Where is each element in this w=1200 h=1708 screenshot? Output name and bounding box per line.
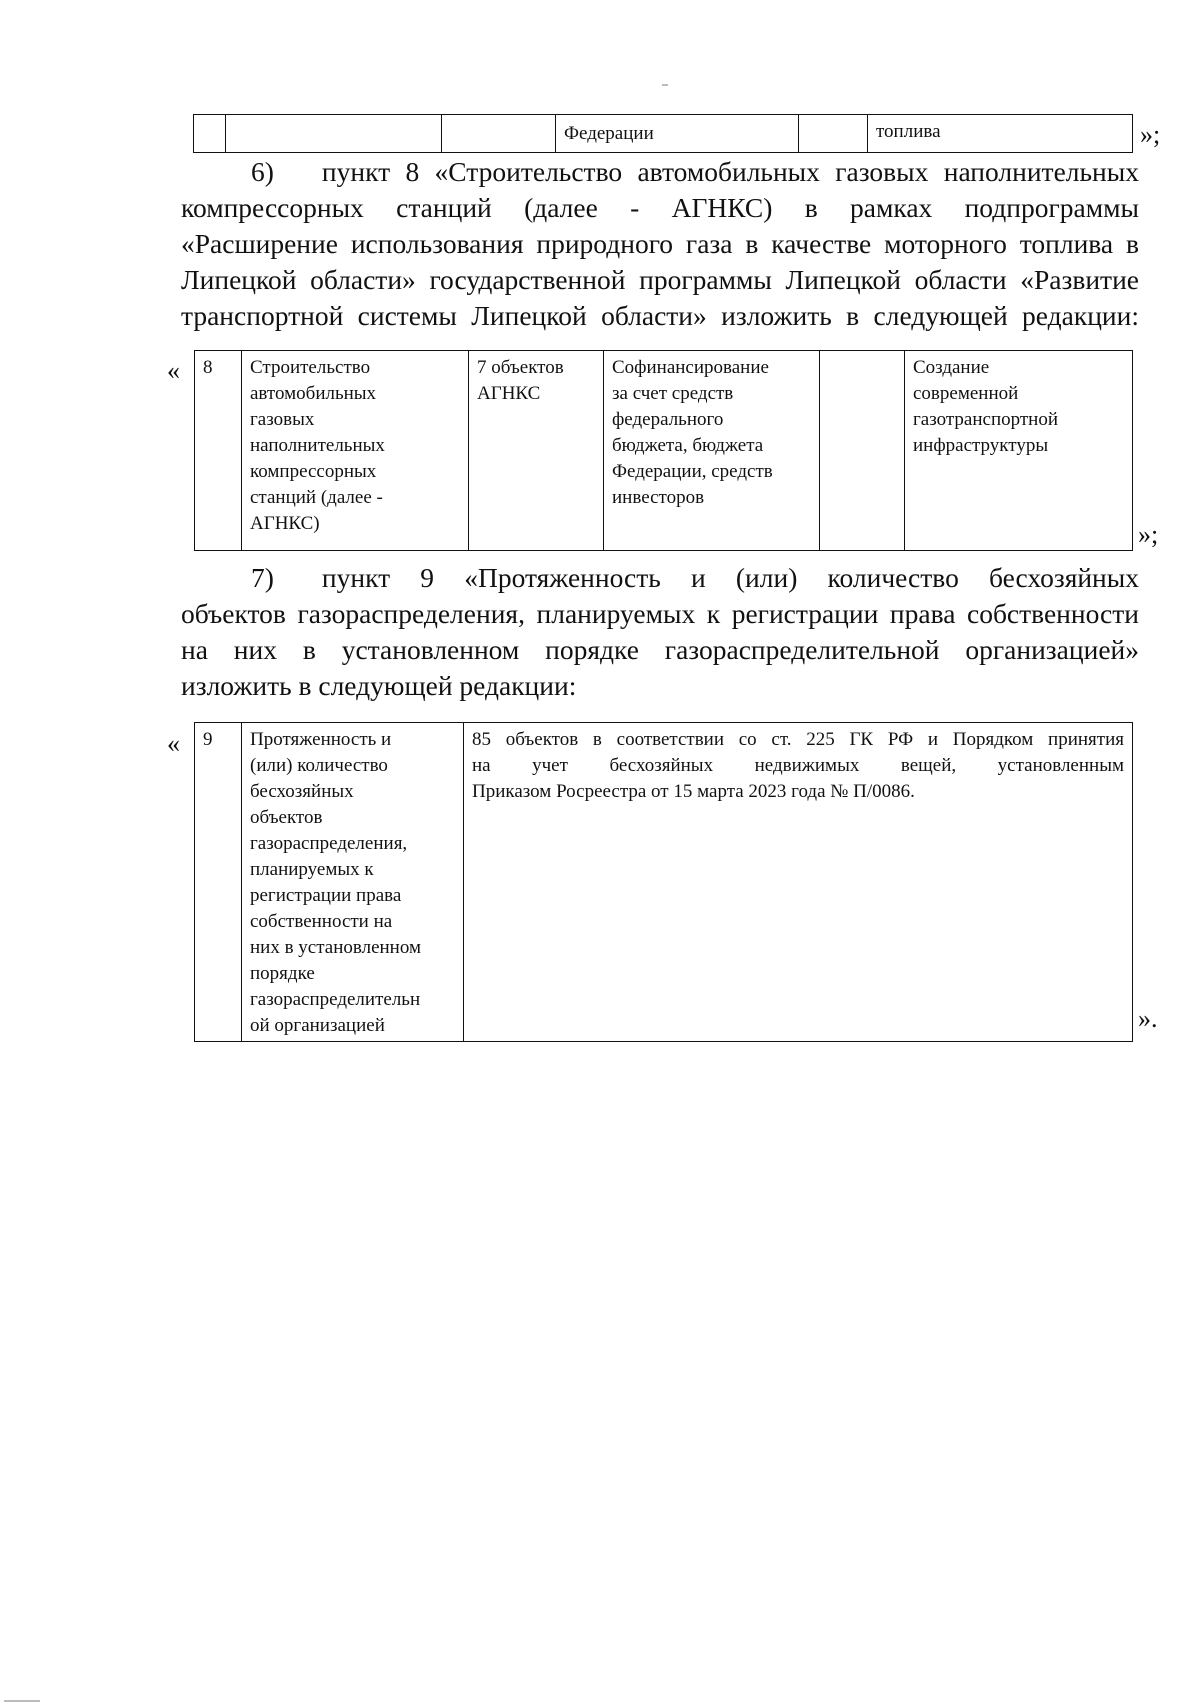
top-cell-fuel: топлива — [868, 115, 1133, 153]
item-7-line-1: 7) пункт 9 «Протяженность и (или) количество бесхозяйных — [181, 560, 1139, 596]
item-7-line-2: объектов газораспределения, планируемых к регистрации права собственности — [181, 598, 1139, 629]
top-cell-2 — [226, 115, 442, 153]
table-9 — [194, 722, 1133, 1042]
top-cell-5 — [799, 115, 868, 153]
item-6-line-3: «Расширение использования природного газа в качестве моторного топлива в — [181, 228, 1139, 259]
table-8-name: Строительство автомобильных газовых наполнительных компрессорных станций (далее - АГНКС) — [242, 351, 469, 551]
table-8-num: 8 — [195, 351, 242, 551]
item-6-line-4: Липецкой области» государственной программы Липецкой области «Развитие — [181, 264, 1139, 295]
top-close-quote: »; — [1140, 120, 1161, 149]
table-8-result: Создание современной газотранспортной инфраструктуры — [905, 351, 1133, 551]
table-9-name: Протяженность и (или) количество бесхозяйных объектов газораспределения, планируемых к регистрации права собственности на них в установленном порядке газораспределительн ой организацией — [242, 723, 464, 1042]
top-table-fragment — [193, 114, 1133, 153]
item-6-line-5: транспортной системы Липецкой области» изложить в следующей редакции: — [181, 300, 1139, 331]
scan-mark-bottom — [4, 1700, 40, 1702]
table-9-text: 85 объектов в соответствии со ст. 225 ГК РФ и Порядком принятия на учет бесхозяйных недвижимых вещей, установленным Приказом Росреестра от 15 марта 2023 года № П/0086. — [464, 723, 1133, 1042]
item-6-line-2: компрессорных станций (далее - АГНКС) в рамках подпрограммы — [181, 192, 1139, 223]
top-cell-3 — [442, 115, 556, 153]
table-8-open-quote: « — [167, 356, 180, 385]
scan-mark — [662, 84, 668, 86]
top-cell-1 — [194, 115, 226, 153]
item-7-number: 7) — [251, 562, 274, 593]
table-8-close-quote: »; — [1138, 520, 1159, 549]
table-9-close-quote: ». — [1138, 1004, 1158, 1033]
item-7-line-4: изложить в следующей редакции: — [181, 670, 577, 701]
table-9-open-quote: « — [167, 729, 180, 758]
table-8-empty — [820, 351, 905, 551]
item-6-line-1: 6) пункт 8 «Строительство автомобильных газовых наполнительных — [181, 154, 1139, 190]
item-7-line-3: на них в установленном порядке газораспределительной организацией» — [181, 634, 1139, 665]
table-8-value: 7 объектов АГНКС — [469, 351, 604, 551]
item-7-paragraph — [181, 560, 1139, 704]
table-9-num: 9 — [195, 723, 242, 1042]
table-8 — [194, 350, 1133, 551]
table-8-source: Софинансирование за счет средств федерального бюджета, бюджета Федерации, средств инвесторов — [604, 351, 820, 551]
item-6-paragraph — [181, 154, 1139, 334]
top-cell-federation: Федерации — [556, 115, 799, 153]
item-6-number: 6) — [251, 156, 274, 187]
